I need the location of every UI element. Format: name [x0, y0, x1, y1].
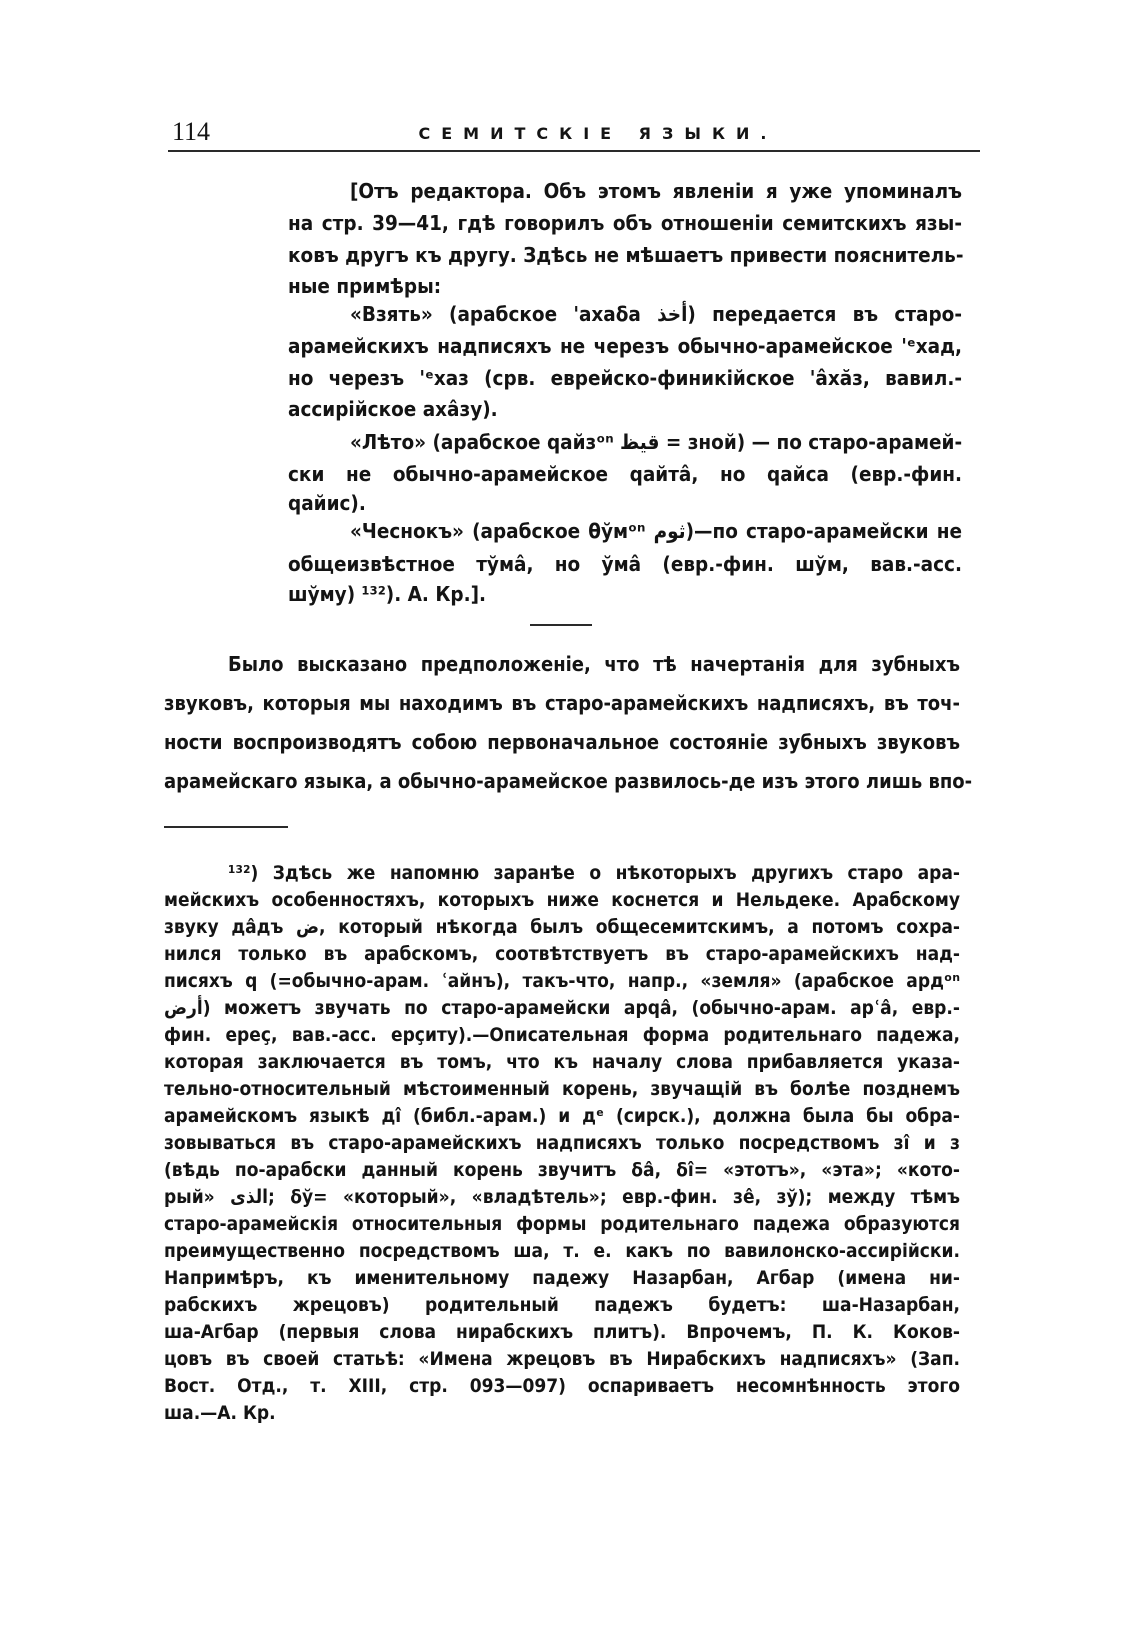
note-line: общеизвѣстное тўмâ, но ўмâ (евр.-фин. шўм, вав.-асс. — [288, 552, 962, 576]
footnote-line: тельно-относительный мѣстоименный корень, звучащій въ болѣе позднемъ — [164, 1078, 960, 1100]
footnote-line: старо-арамейскія относительныя формы родительнаго падежа образуются — [164, 1213, 960, 1235]
footnote-separator — [164, 826, 288, 828]
page-number: 114 — [172, 117, 211, 146]
footnote-line: преимущественно посредствомъ ша, т. е. какъ по вавилонско-ассирійски. — [164, 1240, 960, 1262]
note-line: «Чеснокъ» (арабское θўмᵒⁿ ثوم)—по старо-арамейски не — [350, 519, 962, 543]
note-line: ные примѣры: — [288, 274, 442, 298]
footnote-line: ша.—А. Кр. — [164, 1402, 276, 1424]
body-line: ности воспроизводятъ собою первоначальное состояніе зубныхъ звуковъ — [164, 730, 960, 754]
footnote-line: рый» الذى; δў= «который», «владѣтель»; евр.-фин. зê, зў); между тѣмъ — [164, 1186, 960, 1208]
header-rule — [168, 150, 980, 152]
note-line: арамейскихъ надписяхъ не черезъ обычно-арамейское 'ᵉхад, — [288, 334, 962, 358]
footnote-line: цовъ въ своей статьѣ: «Имена жрецовъ въ Нирабскихъ надписяхъ» (Зап. — [164, 1348, 960, 1370]
footnote-line: звуку дâдъ ض, который нѣкогда былъ общесемитскимъ, а потомъ сохра- — [164, 916, 960, 938]
note-line: но черезъ 'ᵉхаз (срв. еврейско-финикійское 'âхăз, вавил.- — [288, 366, 962, 390]
footnote-line: أرض) можетъ звучать по старо-арамейски арqâ, (обычно-арам. арʿâ, евр.- — [164, 997, 960, 1019]
note-line: на стр. 39—41, гдѣ говорилъ объ отношеніи семитскихъ язы- — [288, 211, 962, 235]
footnote-line: арамейскомъ языкѣ дî (библ.-арам.) и дᵉ (сирск.), должна была бы обра- — [164, 1105, 960, 1127]
note-line: ски не обычно-арамейское qайтâ, но qайса (евр.-фин. — [288, 462, 962, 486]
note-line: «Взять» (арабское 'ахаδа أخذ) передается въ старо- — [350, 302, 962, 326]
footnote-line: фин. ереç, вав.-асс. ерçиту).—Описательная форма родительнаго падежа, — [164, 1024, 960, 1046]
body-line: Было высказано предположеніе, что тѣ начертанія для зубныхъ — [228, 652, 960, 676]
footnote-line: Напримѣръ, къ именительному падежу Назарбан, Агбар (имена ни- — [164, 1267, 960, 1289]
footnote-line: ша-Агбар (первыя слова нирабскихъ плитъ). Впрочемъ, П. К. Коков- — [164, 1321, 960, 1343]
footnote-line: зовываться въ старо-арамейскихъ надписяхъ только посредствомъ зî и з — [164, 1132, 960, 1154]
footnote-line: рабскихъ жрецовъ) родительный падежъ будетъ: ша-Назарбан, — [164, 1294, 960, 1316]
note-line: [Отъ редактора. Объ этомъ явленіи я уже упоминалъ — [350, 179, 962, 203]
running-title: СЕМИТСКІЕ ЯЗЫКИ. — [418, 124, 778, 143]
footnote-line: нился только въ арабскомъ, соотвѣтствуетъ въ старо-арамейскихъ над- — [164, 943, 960, 965]
footnote-line: ¹³²) Здѣсь же напомню заранѣе о нѣкоторыхъ другихъ старо ара- — [228, 862, 960, 884]
body-line: арамейскаго языка, а обычно-арамейское развилось-де изъ этого лишь впо- — [164, 769, 973, 793]
note-line: ковъ другъ къ другу. Здѣсь не мѣшаетъ привести пояснитель- — [288, 243, 964, 267]
footnote-line: писяхъ q (=обычно-арам. ʿайнъ), такъ-что, напр., «земля» (арабское ардᵒⁿ — [164, 970, 960, 992]
footnote-line: мейскихъ особенностяхъ, которыхъ ниже коснется и Нельдеке. Арабскому — [164, 889, 960, 911]
footnote-line: которая заключается въ томъ, что къ началу слова прибавляется указа- — [164, 1051, 960, 1073]
note-line: qайис). — [288, 491, 366, 515]
body-line: звуковъ, которыя мы находимъ въ старо-арамейскихъ надписяхъ, въ точ- — [164, 691, 960, 715]
footnote-line: Вост. Отд., т. XIII, стр. 093—097) оспариваетъ несомнѣнность этого — [164, 1375, 960, 1397]
footnote-line: (вѣдь по-арабски данный корень звучитъ δâ, δî= «этотъ», «эта»; «кото- — [164, 1159, 960, 1181]
note-line: шўму) ¹³²). А. Кр.]. — [288, 582, 487, 606]
note-line: «Лѣто» (арабское qайзᵒⁿ قيظ = зной) — по старо-арамей- — [350, 430, 963, 454]
note-line: ассирійское ахâзу). — [288, 397, 498, 421]
section-divider — [530, 624, 592, 626]
